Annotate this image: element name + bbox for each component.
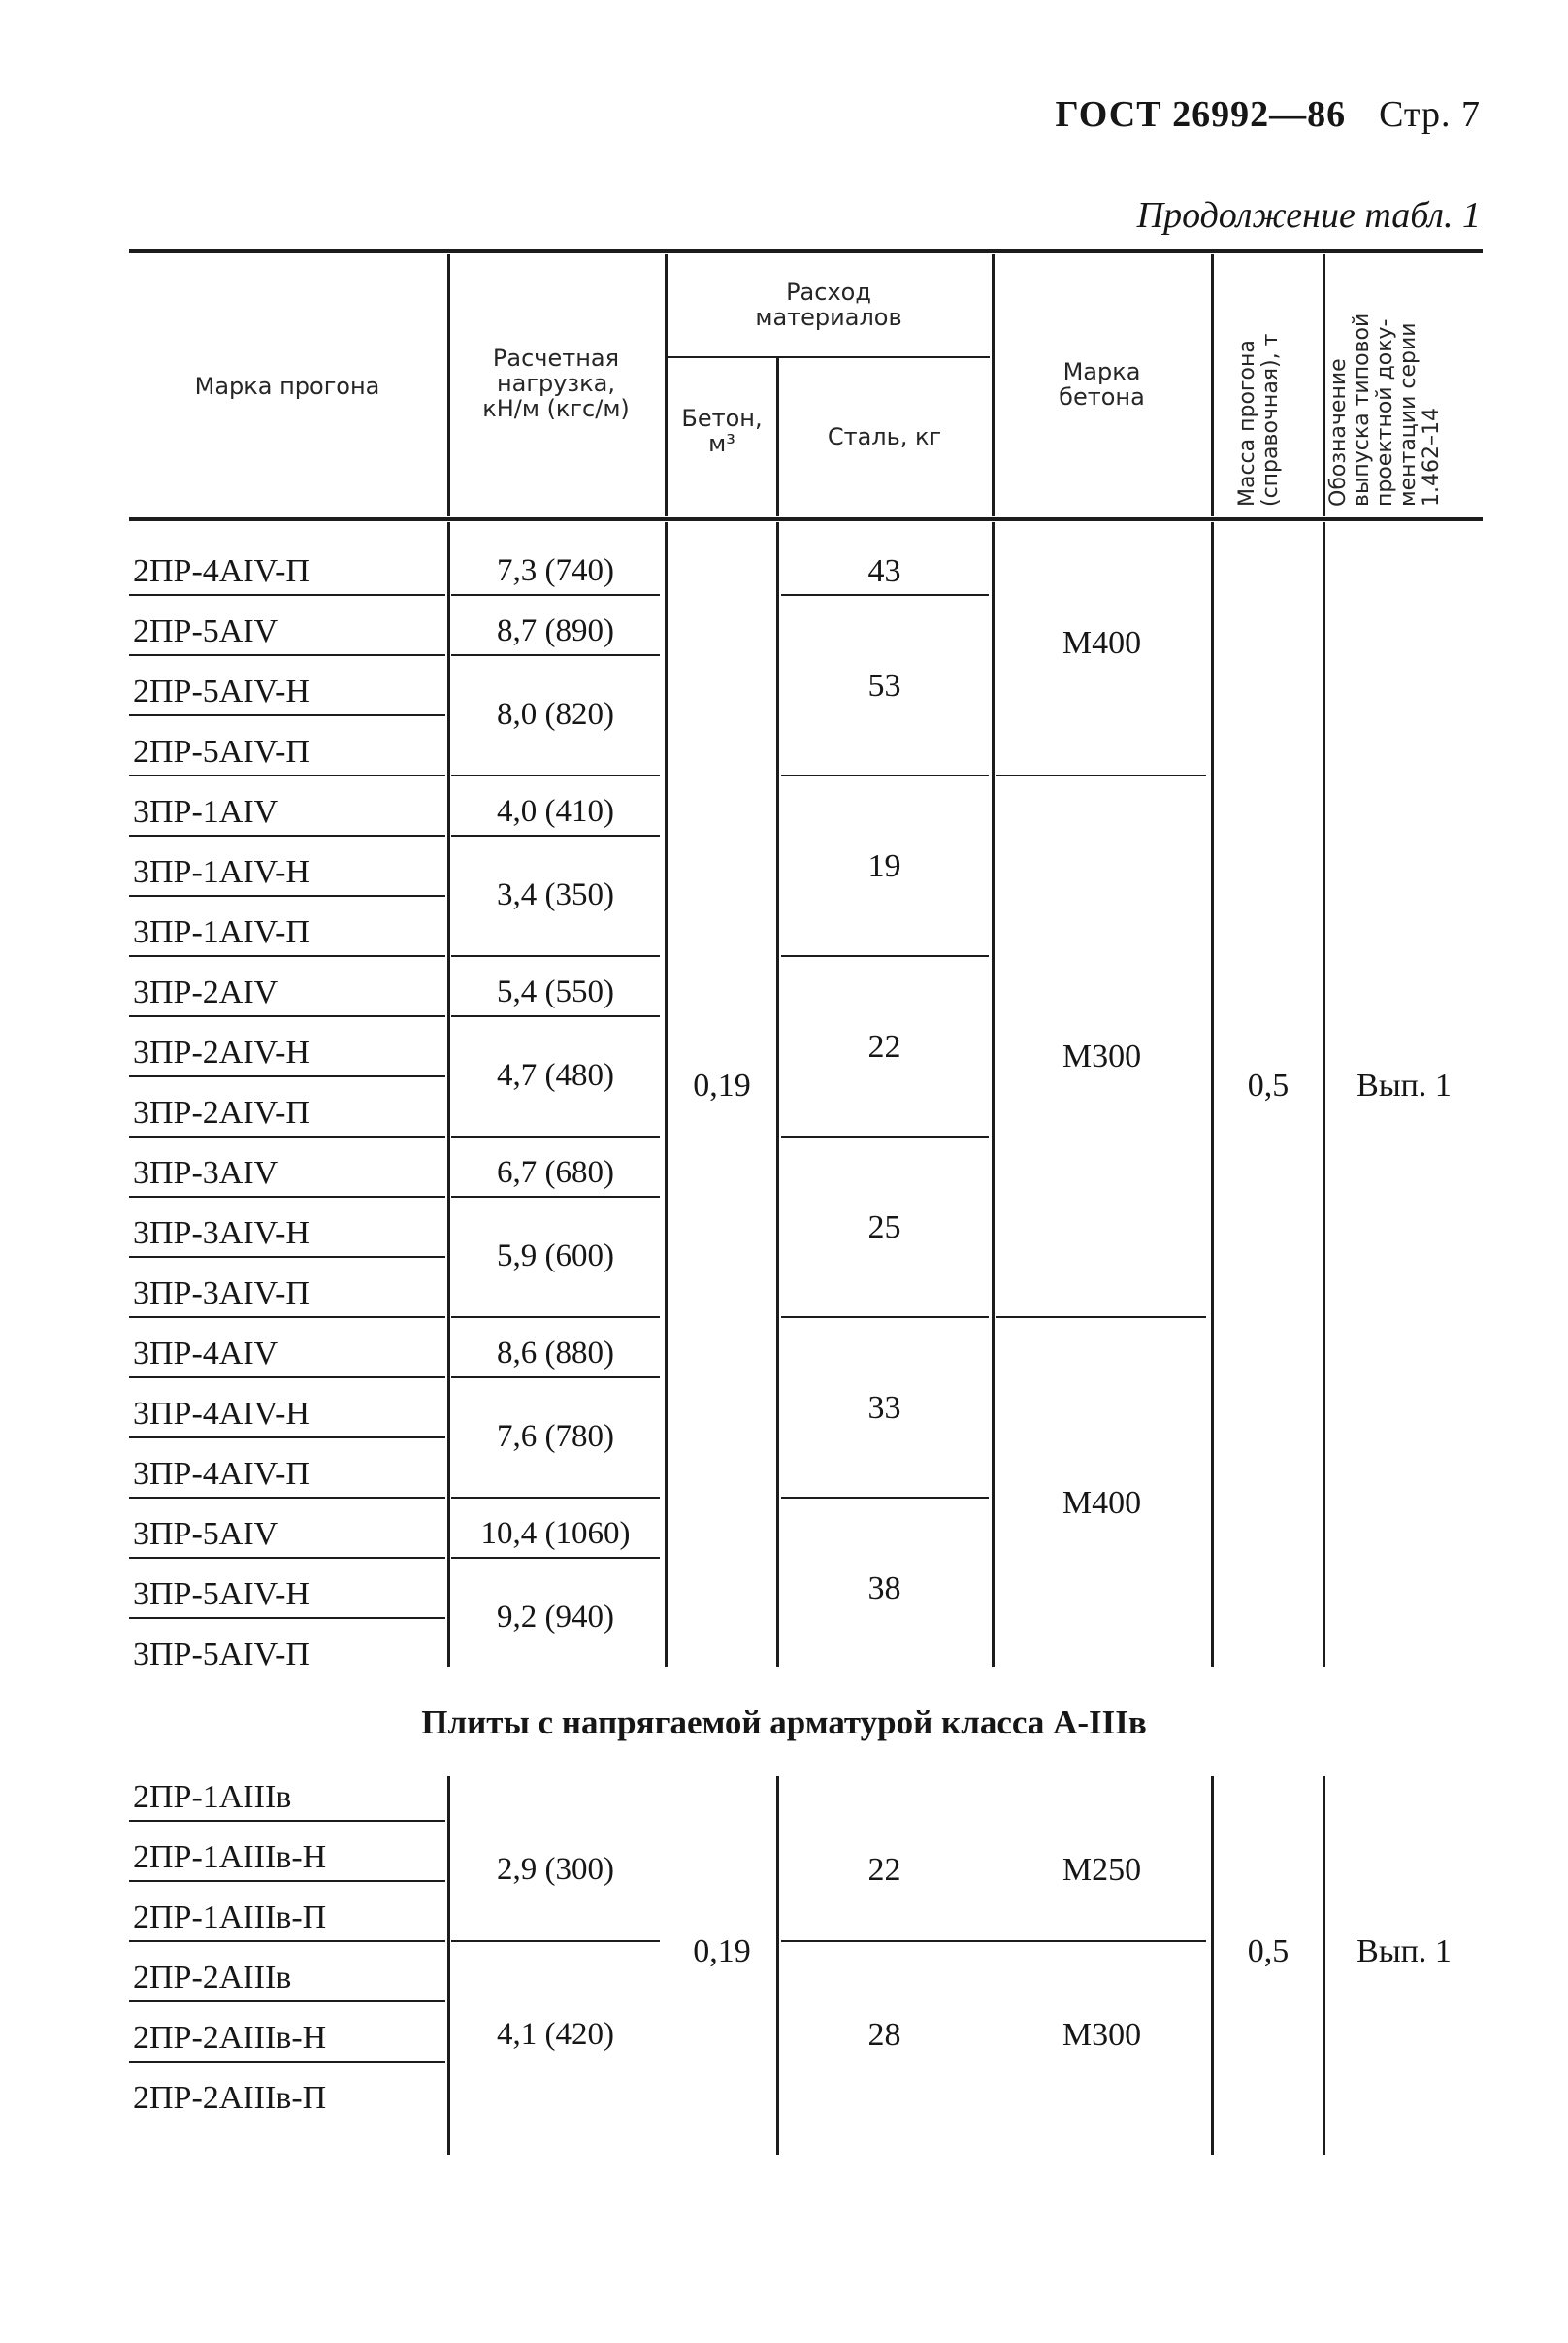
- mark-cell: 2ПР-1АIIIв-П: [133, 1899, 327, 1935]
- mark-cell: 3ПР-5АIV-Н: [133, 1576, 310, 1612]
- mark-cell: 3ПР-1АIV-Н: [133, 854, 310, 890]
- mark-cell: 3ПР-4АIV-Н: [133, 1396, 310, 1432]
- steel-rule: [781, 1136, 989, 1138]
- column-line: [447, 1776, 450, 2155]
- steel-cell: 19: [867, 848, 901, 884]
- grade-cell: М400: [1062, 1485, 1142, 1521]
- mark-cell: 2ПР-5АIV-Н: [133, 674, 310, 710]
- row-rule: [129, 1436, 445, 1438]
- col-header-mark: Марка прогона: [194, 373, 380, 400]
- mark-cell: 3ПР-3АIV: [133, 1155, 278, 1191]
- mark-cell: 2ПР-1АIIIв-Н: [133, 1839, 327, 1875]
- col-header-doc-text: [1327, 314, 1444, 507]
- load-cell: 8,7 (890): [497, 613, 614, 648]
- mark-cell: 3ПР-5АIV-П: [133, 1636, 310, 1672]
- steel-rule: [781, 1497, 989, 1499]
- header-bottom-rule: [129, 517, 1483, 521]
- steel-cell: 25: [867, 1209, 901, 1245]
- load-rule: [451, 1940, 660, 1942]
- row-rule: [129, 1256, 445, 1258]
- header-divider: [1323, 254, 1325, 516]
- col-header-mass-line: Масса прогона: [1235, 340, 1259, 507]
- steel-rule: [781, 594, 989, 596]
- mark-cell: 3ПР-2АIV: [133, 974, 278, 1010]
- row-rule: [129, 1940, 445, 1942]
- grade-cell: М250: [1062, 1852, 1142, 1888]
- load-cell: 9,2 (940): [497, 1600, 614, 1634]
- load-cell: 7,3 (740): [497, 553, 614, 588]
- mark-cell: 2ПР-5АIV: [133, 613, 278, 649]
- mass-cell: 0,5: [1247, 1933, 1290, 1969]
- row-rule: [129, 1497, 445, 1499]
- load-cell: 10,4 (1060): [480, 1516, 631, 1551]
- row-rule: [129, 1557, 445, 1559]
- grade-rule: [996, 775, 1206, 776]
- row-rule: [129, 2061, 445, 2062]
- mark-cell: 3ПР-1АIV: [133, 794, 278, 830]
- mark-cell: 3ПР-2АIV-Н: [133, 1035, 310, 1071]
- col-header-concrete-grade: [995, 359, 1209, 410]
- row-rule: [129, 1015, 445, 1017]
- steel-cell: 38: [867, 1570, 901, 1606]
- row-rule: [129, 895, 445, 897]
- row-rule: [129, 955, 445, 957]
- row-rule: [129, 654, 445, 656]
- column-line: [776, 1776, 779, 2155]
- mark-cell: 3ПР-4АIV-П: [133, 1456, 310, 1492]
- load-rule: [451, 1557, 660, 1559]
- load-rule: [451, 1196, 660, 1198]
- load-cell: 7,6 (780): [497, 1419, 614, 1454]
- page-header: [1056, 93, 1481, 136]
- consumption-subrule: [668, 356, 990, 358]
- col-header-doc-line: Обозначение: [1326, 358, 1351, 507]
- grade-cell: М300: [1062, 2017, 1142, 2053]
- grade-rule: [996, 1316, 1206, 1318]
- col-header-load-line: кН/м (кгс/м): [482, 395, 630, 422]
- load-rule: [451, 955, 660, 957]
- row-rule: [129, 1316, 445, 1318]
- load-cell: 5,9 (600): [497, 1238, 614, 1273]
- col-header-consumption-line: материалов: [755, 304, 902, 331]
- load-cell: 5,4 (550): [497, 974, 614, 1009]
- gost-number: ГОСТ 26992—86: [1055, 94, 1347, 135]
- mark-cell: 3ПР-3АIV-П: [133, 1275, 310, 1311]
- row-rule: [129, 775, 445, 776]
- mark-cell: 3ПР-5АIV: [133, 1516, 278, 1552]
- load-rule: [451, 1015, 660, 1017]
- table-continuation-label: Продолжение табл. 1: [1136, 195, 1481, 236]
- row-rule: [129, 1376, 445, 1378]
- grade-cell: М300: [1062, 1039, 1142, 1074]
- col-header-grade-line: бетона: [1059, 383, 1145, 411]
- col-header-mass-line: (справочная), т: [1258, 333, 1283, 507]
- row-rule: [129, 1196, 445, 1198]
- load-rule: [451, 654, 660, 656]
- steel-cell: 22: [867, 1029, 901, 1065]
- steel-cell: 33: [867, 1390, 901, 1426]
- load-cell: 4,7 (480): [497, 1058, 614, 1093]
- col-header-grade-line: Марка: [1062, 358, 1141, 385]
- load-cell: 8,0 (820): [497, 697, 614, 732]
- grade-cell: М400: [1062, 625, 1142, 661]
- load-rule: [451, 835, 660, 837]
- row-rule: [129, 594, 445, 596]
- mark-cell: 2ПР-2АIIIв-Н: [133, 2020, 327, 2056]
- row-rule: [129, 1820, 445, 1822]
- doc-cell: Вып. 1: [1356, 1933, 1452, 1969]
- mark-cell: 2ПР-2АIIIв-П: [133, 2080, 327, 2116]
- col-header-doc-line: ментации серии: [1396, 322, 1421, 507]
- mass-cell: 0,5: [1247, 1068, 1290, 1104]
- row-rule: [129, 2000, 445, 2002]
- row-rule: [129, 1880, 445, 1882]
- steel-grade-rule: [781, 1940, 1206, 1942]
- load-cell: 6,7 (680): [497, 1155, 614, 1190]
- load-rule: [451, 1376, 660, 1378]
- page-number: Стр. 7: [1379, 94, 1481, 135]
- load-cell: 2,9 (300): [497, 1852, 614, 1887]
- mark-cell: 3ПР-2АIV-П: [133, 1095, 310, 1131]
- mark-cell: 2ПР-5АIV-П: [133, 734, 310, 770]
- steel-rule: [781, 775, 989, 776]
- mark-cell: 3ПР-3АIV-Н: [133, 1215, 310, 1251]
- col-header-consumption-line: Расход: [786, 279, 871, 306]
- steel-cell: 22: [867, 1852, 901, 1888]
- steel-cell: 53: [867, 668, 901, 704]
- col-header-concrete: [668, 406, 776, 456]
- steel-cell: 43: [867, 553, 901, 589]
- load-cell: 3,4 (350): [497, 877, 614, 912]
- doc-cell: Вып. 1: [1356, 1068, 1452, 1104]
- row-rule: [129, 1136, 445, 1138]
- mark-cell: 2ПР-4АIV-П: [133, 553, 310, 589]
- steel-cell: 28: [867, 2017, 901, 2053]
- row-rule: [129, 835, 445, 837]
- load-cell: 8,6 (880): [497, 1336, 614, 1370]
- mark-cell: 2ПР-2АIIIв: [133, 1960, 292, 1996]
- load-rule: [451, 1497, 660, 1499]
- steel-rule: [781, 1316, 989, 1318]
- load-rule: [451, 1136, 660, 1138]
- col-header-doc-line: выпуска типовой: [1350, 313, 1374, 507]
- steel-rule: [781, 955, 989, 957]
- concrete-cell: 0,19: [693, 1933, 751, 1969]
- col-header-doc-line: проектной доку-: [1373, 318, 1397, 507]
- col-header-load-line: нагрузка,: [496, 370, 616, 397]
- col-header-load: [449, 346, 663, 421]
- column-line: [447, 522, 450, 1667]
- load-cell: 4,0 (410): [497, 794, 614, 829]
- mark-cell: 3ПР-4АIV: [133, 1336, 278, 1371]
- load-rule: [451, 594, 660, 596]
- row-rule: [129, 1617, 445, 1619]
- col-header-consumption: [668, 280, 990, 330]
- mark-cell: 3ПР-1АIV-П: [133, 914, 310, 950]
- header-divider: [1211, 254, 1214, 516]
- mark-cell: 2ПР-1АIIIв: [133, 1779, 292, 1815]
- col-header-doc-line: 1.462–14: [1420, 408, 1444, 507]
- row-rule: [129, 714, 445, 716]
- col-header-concrete-line: м³: [708, 430, 735, 457]
- table-top-rule: [129, 249, 1483, 253]
- load-rule: [451, 775, 660, 776]
- load-cell: 4,1 (420): [497, 2017, 614, 2052]
- row-rule: [129, 1075, 445, 1077]
- col-header-mass-text: [1236, 334, 1283, 507]
- load-rule: [451, 1316, 660, 1318]
- concrete-cell: 0,19: [693, 1068, 751, 1104]
- section-title: Плиты с напрягаемой арматурой класса А-IIIв: [421, 1703, 1147, 1741]
- col-header-steel: Сталь, кг: [827, 423, 942, 450]
- col-header-load-line: Расчетная: [492, 345, 620, 372]
- col-header-concrete-line: Бетон,: [681, 405, 763, 432]
